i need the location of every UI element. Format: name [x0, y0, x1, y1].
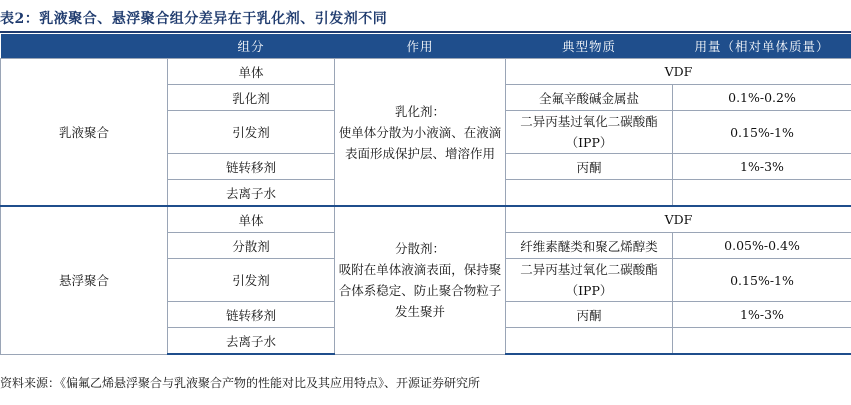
- group-name: 悬浮聚合: [1, 206, 168, 354]
- function-cell: 乳化剂： 使单体分散为小液滴、在液滴表面形成保护层、增溶作用: [335, 59, 506, 207]
- source-note: 资料来源：《偏氟乙烯悬浮聚合与乳液聚合产物的性能对比及其应用特点》、开源证券研究所: [0, 376, 481, 390]
- component-cell: 链转移剂: [168, 154, 335, 180]
- comparison-table: [0, 34, 851, 355]
- amount-cell: [673, 328, 851, 355]
- component-cell: 去离子水: [168, 180, 335, 207]
- substance-cell: 纤维素醚类和聚乙烯醇类: [506, 233, 673, 259]
- table-row: [1, 59, 851, 85]
- substance-cell: 丙酮: [506, 154, 673, 180]
- component-cell: 链转移剂: [168, 302, 335, 328]
- header-function: 作用: [335, 34, 506, 59]
- group-name: 乳液聚合: [1, 59, 168, 207]
- amount-cell: 1%-3%: [673, 154, 851, 180]
- header-amount: 用量（相对单体质量）: [673, 34, 851, 59]
- substance-cell: [506, 180, 673, 207]
- amount-cell: 1%-3%: [673, 302, 851, 328]
- table-title: 表2：乳液聚合、悬浮聚合组分差异在于乳化剂、引发剂不同: [0, 11, 388, 27]
- component-cell: 单体: [168, 59, 335, 85]
- component-cell: 引发剂: [168, 259, 335, 302]
- substance-cell: [506, 328, 673, 355]
- substance-cell: VDF: [506, 206, 851, 233]
- title-rule: [0, 31, 851, 33]
- header-substance: 典型物质: [506, 34, 673, 59]
- header-component: 组分: [168, 34, 335, 59]
- substance-cell: 二异丙基过氧化二碳酸酯（IPP）: [506, 259, 673, 302]
- component-cell: 引发剂: [168, 111, 335, 154]
- substance-cell: 丙酮: [506, 302, 673, 328]
- amount-cell: [673, 180, 851, 207]
- amount-cell: 0.05%-0.4%: [673, 233, 851, 259]
- header-blank: [1, 34, 168, 59]
- substance-cell: 全氟辛酸碱金属盐: [506, 85, 673, 111]
- component-cell: 单体: [168, 206, 335, 233]
- component-cell: 去离子水: [168, 328, 335, 355]
- amount-cell: 0.1%-0.2%: [673, 85, 851, 111]
- function-cell: 分散剂： 吸附在单体液滴表面，保持聚合体系稳定、防止聚合物粒子发生聚并: [335, 206, 506, 354]
- amount-cell: 0.15%-1%: [673, 111, 851, 154]
- table-header-row: [1, 34, 851, 59]
- component-cell: 乳化剂: [168, 85, 335, 111]
- substance-cell: VDF: [506, 59, 851, 85]
- substance-cell: 二异丙基过氧化二碳酸酯（IPP）: [506, 111, 673, 154]
- component-cell: 分散剂: [168, 233, 335, 259]
- amount-cell: 0.15%-1%: [673, 259, 851, 302]
- table-row: [1, 206, 851, 233]
